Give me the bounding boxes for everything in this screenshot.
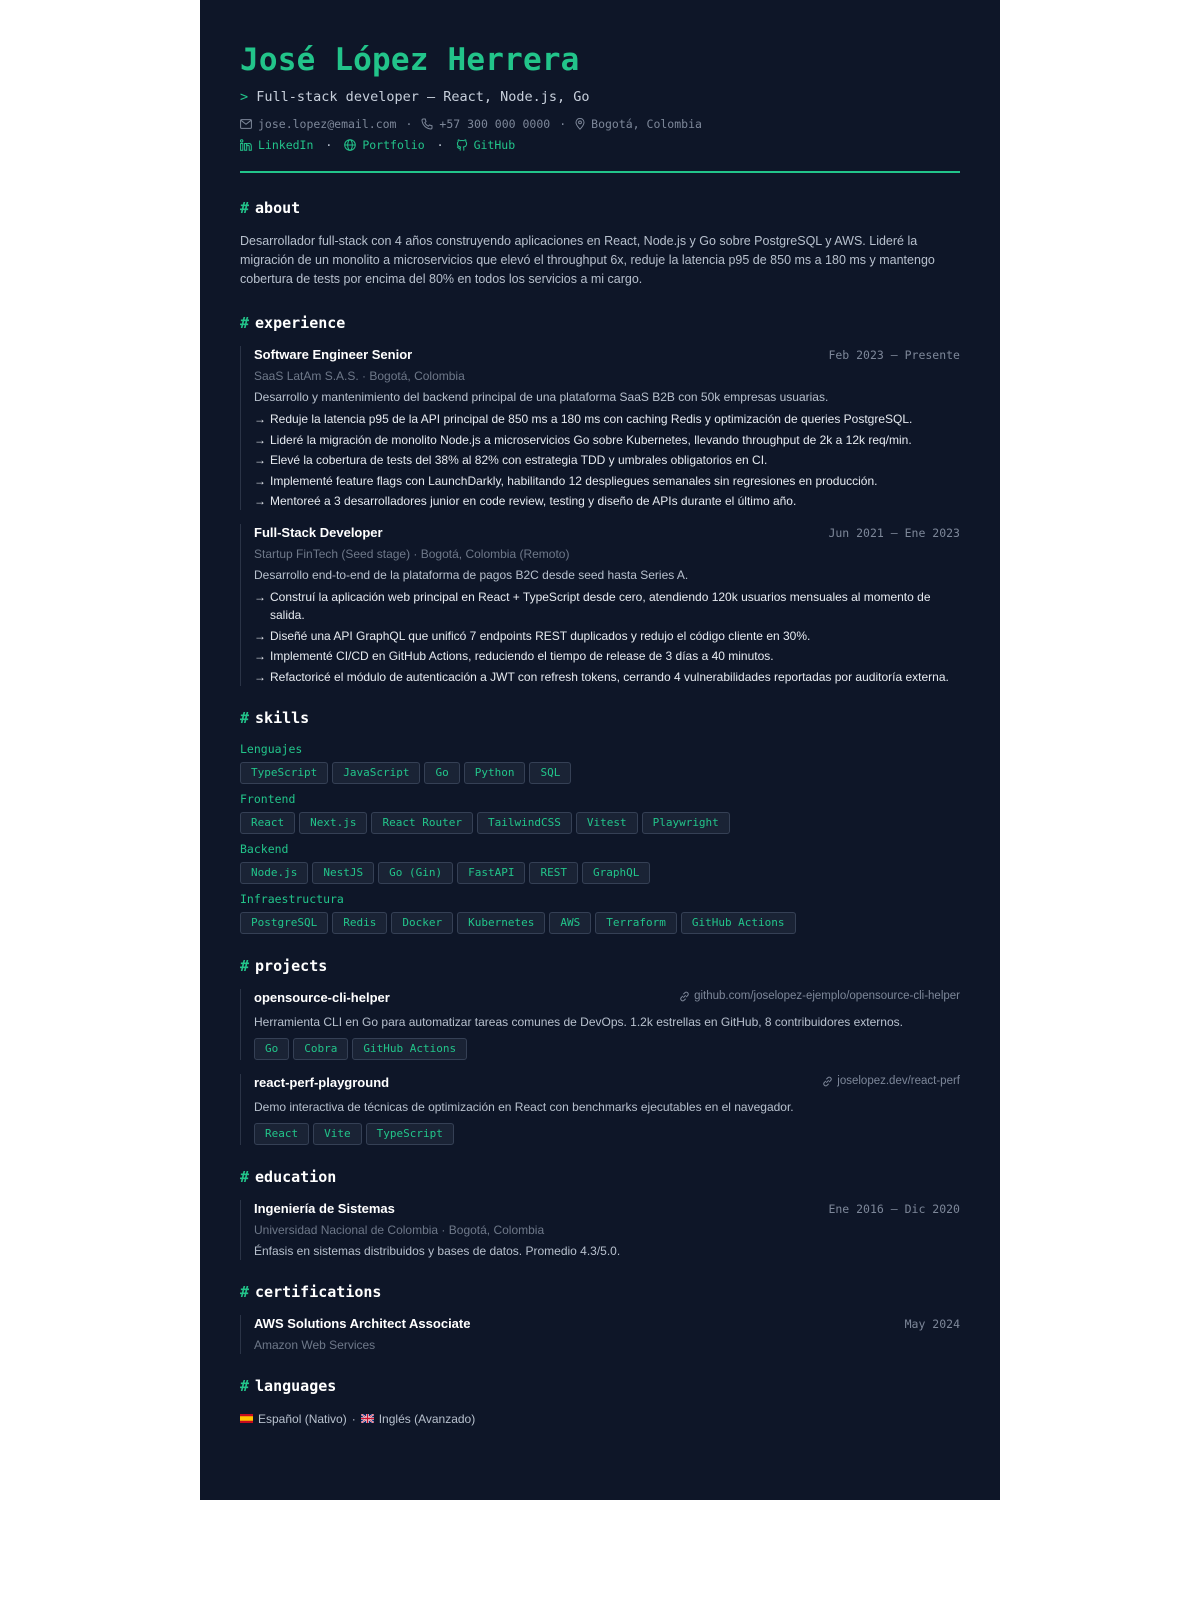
- project-description: Demo interactiva de técnicas de optimización en React con benchmarks ejecutables en el navegador.: [254, 1099, 794, 1114]
- link-portfolio[interactable]: [344, 137, 424, 153]
- separator: ·: [405, 117, 413, 131]
- resume-name: José López Herrera: [240, 42, 580, 78]
- section-title-experience: [240, 313, 960, 333]
- tagline: [240, 88, 960, 106]
- section-title-skills: [240, 708, 960, 728]
- entry-header: [254, 989, 960, 1007]
- education-entry: [240, 1200, 960, 1260]
- job-description: Desarrollo end-to-end de la plataforma de pagos B2C desde seed hasta Series A.: [254, 568, 689, 582]
- skill-category: Lenguajes: [240, 741, 303, 756]
- link-icon: [822, 1076, 833, 1087]
- location-pin-icon: [575, 118, 585, 130]
- achievement-item: → Diseñé una API GraphQL que unificó 7 endpoints REST duplicados y redujo el código cliente en 30%.: [254, 627, 960, 645]
- project-tags: [254, 1123, 960, 1145]
- project-tag: Go: [254, 1038, 289, 1060]
- skill-tag: Next.js: [299, 812, 367, 834]
- skill-tag: PostgreSQL: [240, 912, 328, 934]
- company: SaaS LatAm S.A.S. · Bogotá, Colombia: [254, 369, 465, 383]
- education-date: Ene 2016 – Dic 2020: [828, 1201, 960, 1216]
- project-link-text: github.com/joselopez-ejemplo/opensource-cli-helper: [694, 990, 960, 1002]
- prompt-symbol: >: [240, 89, 249, 105]
- skill-tag: REST: [529, 862, 578, 884]
- skill-tags: [240, 912, 960, 934]
- certification-title: AWS Solutions Architect Associate: [254, 1315, 471, 1331]
- section-title-text: skills: [255, 708, 310, 727]
- skill-tag: Kubernetes: [457, 912, 545, 934]
- skill-group: [240, 841, 960, 884]
- hash-symbol: #: [240, 199, 250, 217]
- skill-tag: React: [240, 812, 295, 834]
- project-link-text: joselopez.dev/react-perf: [837, 1075, 960, 1087]
- skill-tag: NestJS: [312, 862, 374, 884]
- phone-text: +57 300 000 0000: [439, 117, 551, 131]
- about-text: Desarrollador full-stack con 4 años construyendo aplicaciones en React, Node.js y Go sobre PostgreSQL y AWS. Lideré la migración de un monolito a microservicios que elevó el throughput 6x, reduje la latencia p95 de 850 ms a 180 ms y mantengo cobertura de tests por encima del 80% en todos los servicios a mi cargo.: [240, 234, 935, 286]
- achievement-item: → Reduje la latencia p95 de la API principal de 850 ms a 180 ms con caching Redis y optimización de queries PostgreSQL.: [254, 410, 960, 428]
- skill-tag: TypeScript: [240, 762, 328, 784]
- skill-group: [240, 791, 960, 834]
- skill-tag: Go: [424, 762, 459, 784]
- project-link[interactable]: [822, 1075, 960, 1087]
- language-item: Español (Nativo): [258, 1411, 347, 1426]
- hash-symbol: #: [240, 1376, 250, 1395]
- skill-tag: Playwright: [642, 812, 730, 834]
- skill-tags: [240, 862, 960, 884]
- separator: ·: [559, 117, 567, 131]
- achievement-item: → Elevé la cobertura de tests del 38% al 82% con estrategia TDD y umbrales obligatorios en CI.: [254, 451, 960, 469]
- resume-page: [200, 0, 1000, 1500]
- section-title-text: about: [255, 199, 301, 217]
- section-title-text: experience: [255, 314, 346, 332]
- linkedin-icon: [240, 139, 252, 151]
- experience-entry: [240, 346, 960, 510]
- separator: ·: [351, 1411, 356, 1426]
- skill-tag: Vitest: [576, 812, 638, 834]
- skill-tags: [240, 762, 960, 784]
- link-label: Portfolio: [362, 138, 425, 152]
- section-title-about: [240, 198, 960, 218]
- project-tag: React: [254, 1123, 309, 1145]
- experience-entry: [240, 524, 960, 686]
- section-title-projects: [240, 956, 960, 976]
- project-description: Herramienta CLI en Go para automatizar tareas comunes de DevOps. 1.2k estrellas en GitHub, 8 contribuidores externos.: [254, 1014, 903, 1029]
- uk-flag-icon: [361, 1414, 374, 1423]
- entry-header: [254, 524, 960, 542]
- project-name: react-perf-playground: [254, 1074, 390, 1090]
- skill-tag: React Router: [371, 812, 472, 834]
- entry-header: [254, 346, 960, 364]
- achievement-item: → Construí la aplicación web principal en React + TypeScript desde cero, atendiendo 120k usuarios mensuales al momento de salida.: [254, 588, 960, 624]
- skill-tag: Terraform: [595, 912, 677, 934]
- skill-tag: Docker: [391, 912, 453, 934]
- education-description: Énfasis en sistemas distribuidos y bases de datos. Promedio 4.3/5.0.: [254, 1243, 621, 1258]
- project-tag: TypeScript: [366, 1123, 454, 1145]
- entry-header: [254, 1200, 960, 1218]
- skill-group: [240, 891, 960, 934]
- location-text: Bogotá, Colombia: [591, 117, 702, 131]
- hash-symbol: #: [240, 708, 250, 727]
- contact-phone[interactable]: [421, 116, 550, 132]
- link-label: GitHub: [473, 138, 516, 152]
- skill-tag: FastAPI: [457, 862, 525, 884]
- certification-date: May 2024: [904, 1316, 960, 1331]
- degree-title: Ingeniería de Sistemas: [254, 1200, 395, 1216]
- link-label: LinkedIn: [258, 138, 314, 152]
- achievement-item: → Refactoricé el módulo de autenticación a JWT con refresh tokens, cerrando 4 vulnerabilidades reportadas por auditoría externa.: [254, 668, 960, 686]
- achievement-list: [254, 410, 960, 510]
- skill-tag: AWS: [549, 912, 591, 934]
- job-title: Full-Stack Developer: [254, 525, 383, 540]
- achievement-item: → Implementé CI/CD en GitHub Actions, reduciendo el tiempo de release de 3 días a 40 minutos.: [254, 647, 960, 665]
- hash-symbol: #: [240, 1167, 250, 1186]
- skill-category: Infraestructura: [240, 891, 344, 906]
- company: Startup FinTech (Seed stage) · Bogotá, Colombia (Remoto): [254, 547, 570, 561]
- links-row: [240, 137, 960, 153]
- skill-tag: TailwindCSS: [477, 812, 572, 834]
- skill-category: Frontend: [240, 791, 296, 806]
- skill-tag: Go (Gin): [378, 862, 453, 884]
- hash-symbol: #: [240, 956, 250, 975]
- achievement-item: → Implementé feature flags con LaunchDarkly, habilitando 12 despliegues semanales sin regresiones en producción.: [254, 472, 960, 490]
- contact-location: [575, 116, 702, 132]
- skill-tag: Python: [464, 762, 526, 784]
- job-title: Software Engineer Senior: [254, 347, 413, 362]
- section-title-education: [240, 1167, 960, 1187]
- email-text: jose.lopez@email.com: [258, 117, 397, 131]
- section-title-text: projects: [255, 956, 328, 975]
- github-icon: [456, 139, 468, 151]
- project-tag: Vite: [313, 1123, 362, 1145]
- entry-header: [254, 1074, 960, 1092]
- job-date: Feb 2023 – Presente: [828, 348, 960, 362]
- spain-flag-icon: [240, 1414, 253, 1423]
- link-icon: [679, 991, 690, 1002]
- hash-symbol: #: [240, 314, 250, 332]
- section-title-text: education: [255, 1167, 337, 1186]
- section-title-languages: [240, 1376, 960, 1396]
- globe-icon: [344, 139, 356, 151]
- certification-issuer: Amazon Web Services: [254, 1337, 376, 1352]
- project-entry: [240, 1074, 960, 1145]
- skill-tag: Node.js: [240, 862, 308, 884]
- skill-tag: Redis: [332, 912, 387, 934]
- certification-entry: [240, 1315, 960, 1354]
- tagline-text: Full-stack developer — React, Node.js, Go: [256, 89, 590, 105]
- header-divider: [240, 171, 960, 173]
- skill-tags: [240, 812, 960, 834]
- link-linkedin[interactable]: [240, 137, 313, 153]
- skill-tag: JavaScript: [332, 762, 420, 784]
- achievement-list: [254, 588, 960, 686]
- skill-tag: SQL: [529, 762, 571, 784]
- contact-row: [240, 116, 960, 132]
- section-title-certifications: [240, 1282, 960, 1302]
- project-name: opensource-cli-helper: [254, 989, 390, 1005]
- job-description: Desarrollo y mantenimiento del backend principal de una plataforma SaaS B2B con 50k empresas usuarias.: [254, 390, 829, 404]
- phone-icon: [421, 118, 433, 130]
- skill-category: Backend: [240, 841, 289, 856]
- hash-symbol: #: [240, 1282, 250, 1301]
- skill-tag: GitHub Actions: [681, 912, 796, 934]
- separator: ·: [436, 138, 444, 152]
- language-item: Inglés (Avanzado): [378, 1411, 476, 1426]
- project-entry: [240, 989, 960, 1060]
- project-tag: Cobra: [293, 1038, 348, 1060]
- mail-icon: [240, 119, 252, 129]
- section-title-text: certifications: [255, 1282, 382, 1301]
- separator: ·: [325, 138, 333, 152]
- link-github[interactable]: [456, 137, 516, 153]
- achievement-item: → Lideré la migración de monolito Node.js a microservicios Go sobre Kubernetes, llevando throughput de 2k a 12k req/min.: [254, 431, 960, 449]
- skill-group: [240, 741, 960, 784]
- project-link[interactable]: [679, 990, 960, 1002]
- languages-line: [240, 1410, 960, 1428]
- entry-header: [254, 1315, 960, 1333]
- job-date: Jun 2021 – Ene 2023: [828, 526, 960, 540]
- institution: Universidad Nacional de Colombia · Bogotá, Colombia: [254, 1222, 545, 1237]
- project-tags: [254, 1038, 960, 1060]
- section-title-text: languages: [255, 1376, 337, 1395]
- project-tag: GitHub Actions: [352, 1038, 467, 1060]
- contact-email[interactable]: [240, 116, 396, 132]
- achievement-item: → Mentoreé a 3 desarrolladores junior en code review, testing y diseño de APIs durante el último año.: [254, 492, 960, 510]
- skill-tag: GraphQL: [582, 862, 650, 884]
